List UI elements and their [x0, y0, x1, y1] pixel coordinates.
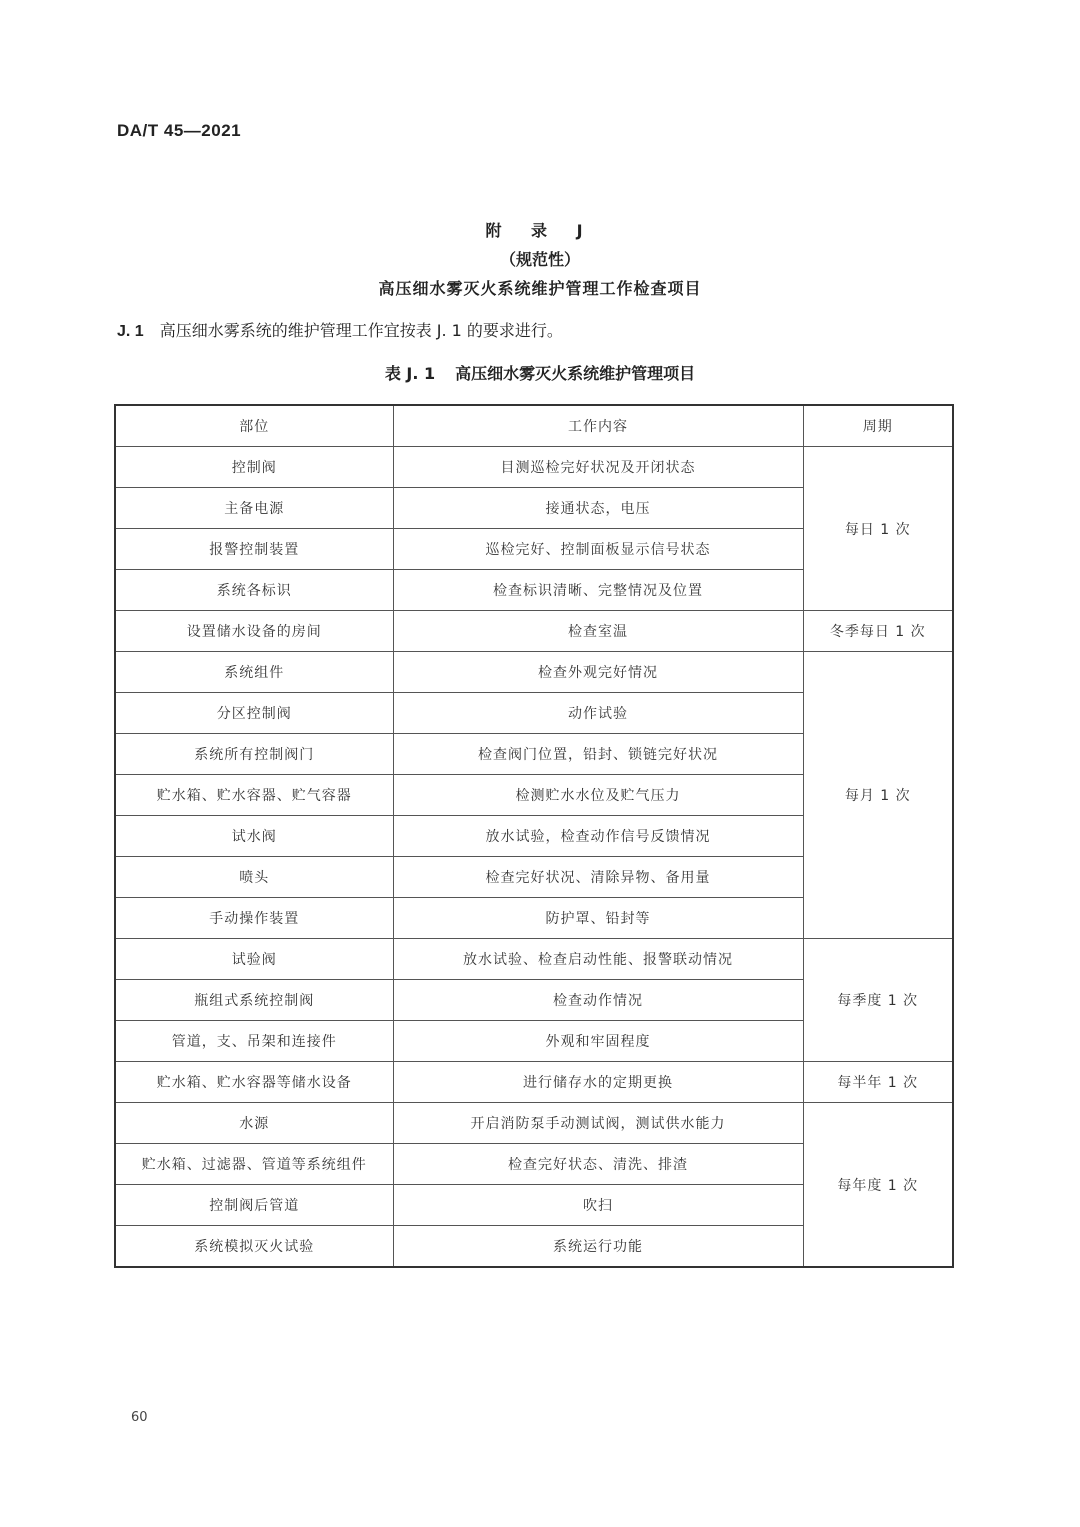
cell-part: 喷头: [115, 857, 393, 898]
cell-content: 放水试验，检查动作信号反馈情况: [393, 816, 803, 857]
header-part: 部位: [115, 405, 393, 447]
cell-part: 贮水箱、贮水容器等储水设备: [115, 1062, 393, 1103]
table-row: [115, 939, 953, 980]
cell-content: 开启消防泵手动测试阀，测试供水能力: [393, 1103, 803, 1144]
cell-period: 冬季每日 1 次: [803, 611, 953, 652]
table-row: [115, 611, 953, 652]
cell-part: 系统所有控制阀门: [115, 734, 393, 775]
cell-content: 检查动作情况: [393, 980, 803, 1021]
cell-part: 试水阀: [115, 816, 393, 857]
cell-period: 每年度 1 次: [803, 1103, 953, 1268]
table-caption-title: 高压细水雾灭火系统维护管理项目: [455, 364, 696, 383]
cell-content: 检测贮水水位及贮气压力: [393, 775, 803, 816]
clause-number: J. 1: [117, 323, 144, 340]
cell-content: 接通状态，电压: [393, 488, 803, 529]
cell-content: 检查阀门位置，铅封、锁链完好状况: [393, 734, 803, 775]
cell-part: 主备电源: [115, 488, 393, 529]
cell-part: 管道，支、吊架和连接件: [115, 1021, 393, 1062]
cell-part: 瓶组式系统控制阀: [115, 980, 393, 1021]
table-caption-number: 表 J. 1: [384, 364, 436, 383]
cell-content: 动作试验: [393, 693, 803, 734]
table-header-row: [115, 405, 953, 447]
cell-content: 检查完好状况、清除异物、备用量: [393, 857, 803, 898]
table-row: [115, 447, 953, 488]
page-number: 60: [131, 1410, 148, 1425]
clause-text: 高压细水雾系统的维护管理工作宜按表 J. 1 的要求进行。: [159, 321, 563, 340]
appendix-title: 附 录 J: [485, 221, 595, 240]
table-caption: [0, 361, 1080, 384]
cell-content: 防护罩、铅封等: [393, 898, 803, 939]
cell-period: 每月 1 次: [803, 652, 953, 939]
cell-part: 试验阀: [115, 939, 393, 980]
cell-part: 水源: [115, 1103, 393, 1144]
table-body: [115, 447, 953, 1268]
cell-content: 放水试验、检查启动性能、报警联动情况: [393, 939, 803, 980]
cell-part: 设置储水设备的房间: [115, 611, 393, 652]
table-row: [115, 652, 953, 693]
table-row: [115, 1103, 953, 1144]
cell-part: 手动操作装置: [115, 898, 393, 939]
header-content: 工作内容: [393, 405, 803, 447]
cell-period: 每季度 1 次: [803, 939, 953, 1062]
cell-part: 分区控制阀: [115, 693, 393, 734]
cell-content: 外观和牢固程度: [393, 1021, 803, 1062]
cell-period: 每半年 1 次: [803, 1062, 953, 1103]
standard-code: DA/T 45—2021: [117, 121, 242, 140]
cell-content: 进行储存水的定期更换: [393, 1062, 803, 1103]
cell-part: 系统组件: [115, 652, 393, 693]
cell-content: 检查外观完好情况: [393, 652, 803, 693]
cell-part: 控制阀: [115, 447, 393, 488]
cell-part: 系统各标识: [115, 570, 393, 611]
cell-period: 每日 1 次: [803, 447, 953, 611]
cell-content: 巡检完好、控制面板显示信号状态: [393, 529, 803, 570]
cell-part: 控制阀后管道: [115, 1185, 393, 1226]
header-period: 周期: [803, 405, 953, 447]
cell-part: 报警控制装置: [115, 529, 393, 570]
cell-content: 吹扫: [393, 1185, 803, 1226]
cell-content: 检查完好状态、清洗、排渣: [393, 1144, 803, 1185]
cell-part: 贮水箱、贮水容器、贮气容器: [115, 775, 393, 816]
cell-content: 检查室温: [393, 611, 803, 652]
cell-content: 目测巡检完好状况及开闭状态: [393, 447, 803, 488]
appendix-subject: 高压细水雾灭火系统维护管理工作检查项目: [378, 279, 702, 298]
maintenance-table: [114, 404, 954, 1268]
cell-part: 贮水箱、过滤器、管道等系统组件: [115, 1144, 393, 1185]
cell-content: 系统运行功能: [393, 1226, 803, 1268]
appendix-type: （规范性）: [499, 250, 580, 269]
cell-part: 系统模拟灭火试验: [115, 1226, 393, 1268]
clause-paragraph: [117, 318, 563, 341]
table-row: [115, 1062, 953, 1103]
cell-content: 检查标识清晰、完整情况及位置: [393, 570, 803, 611]
